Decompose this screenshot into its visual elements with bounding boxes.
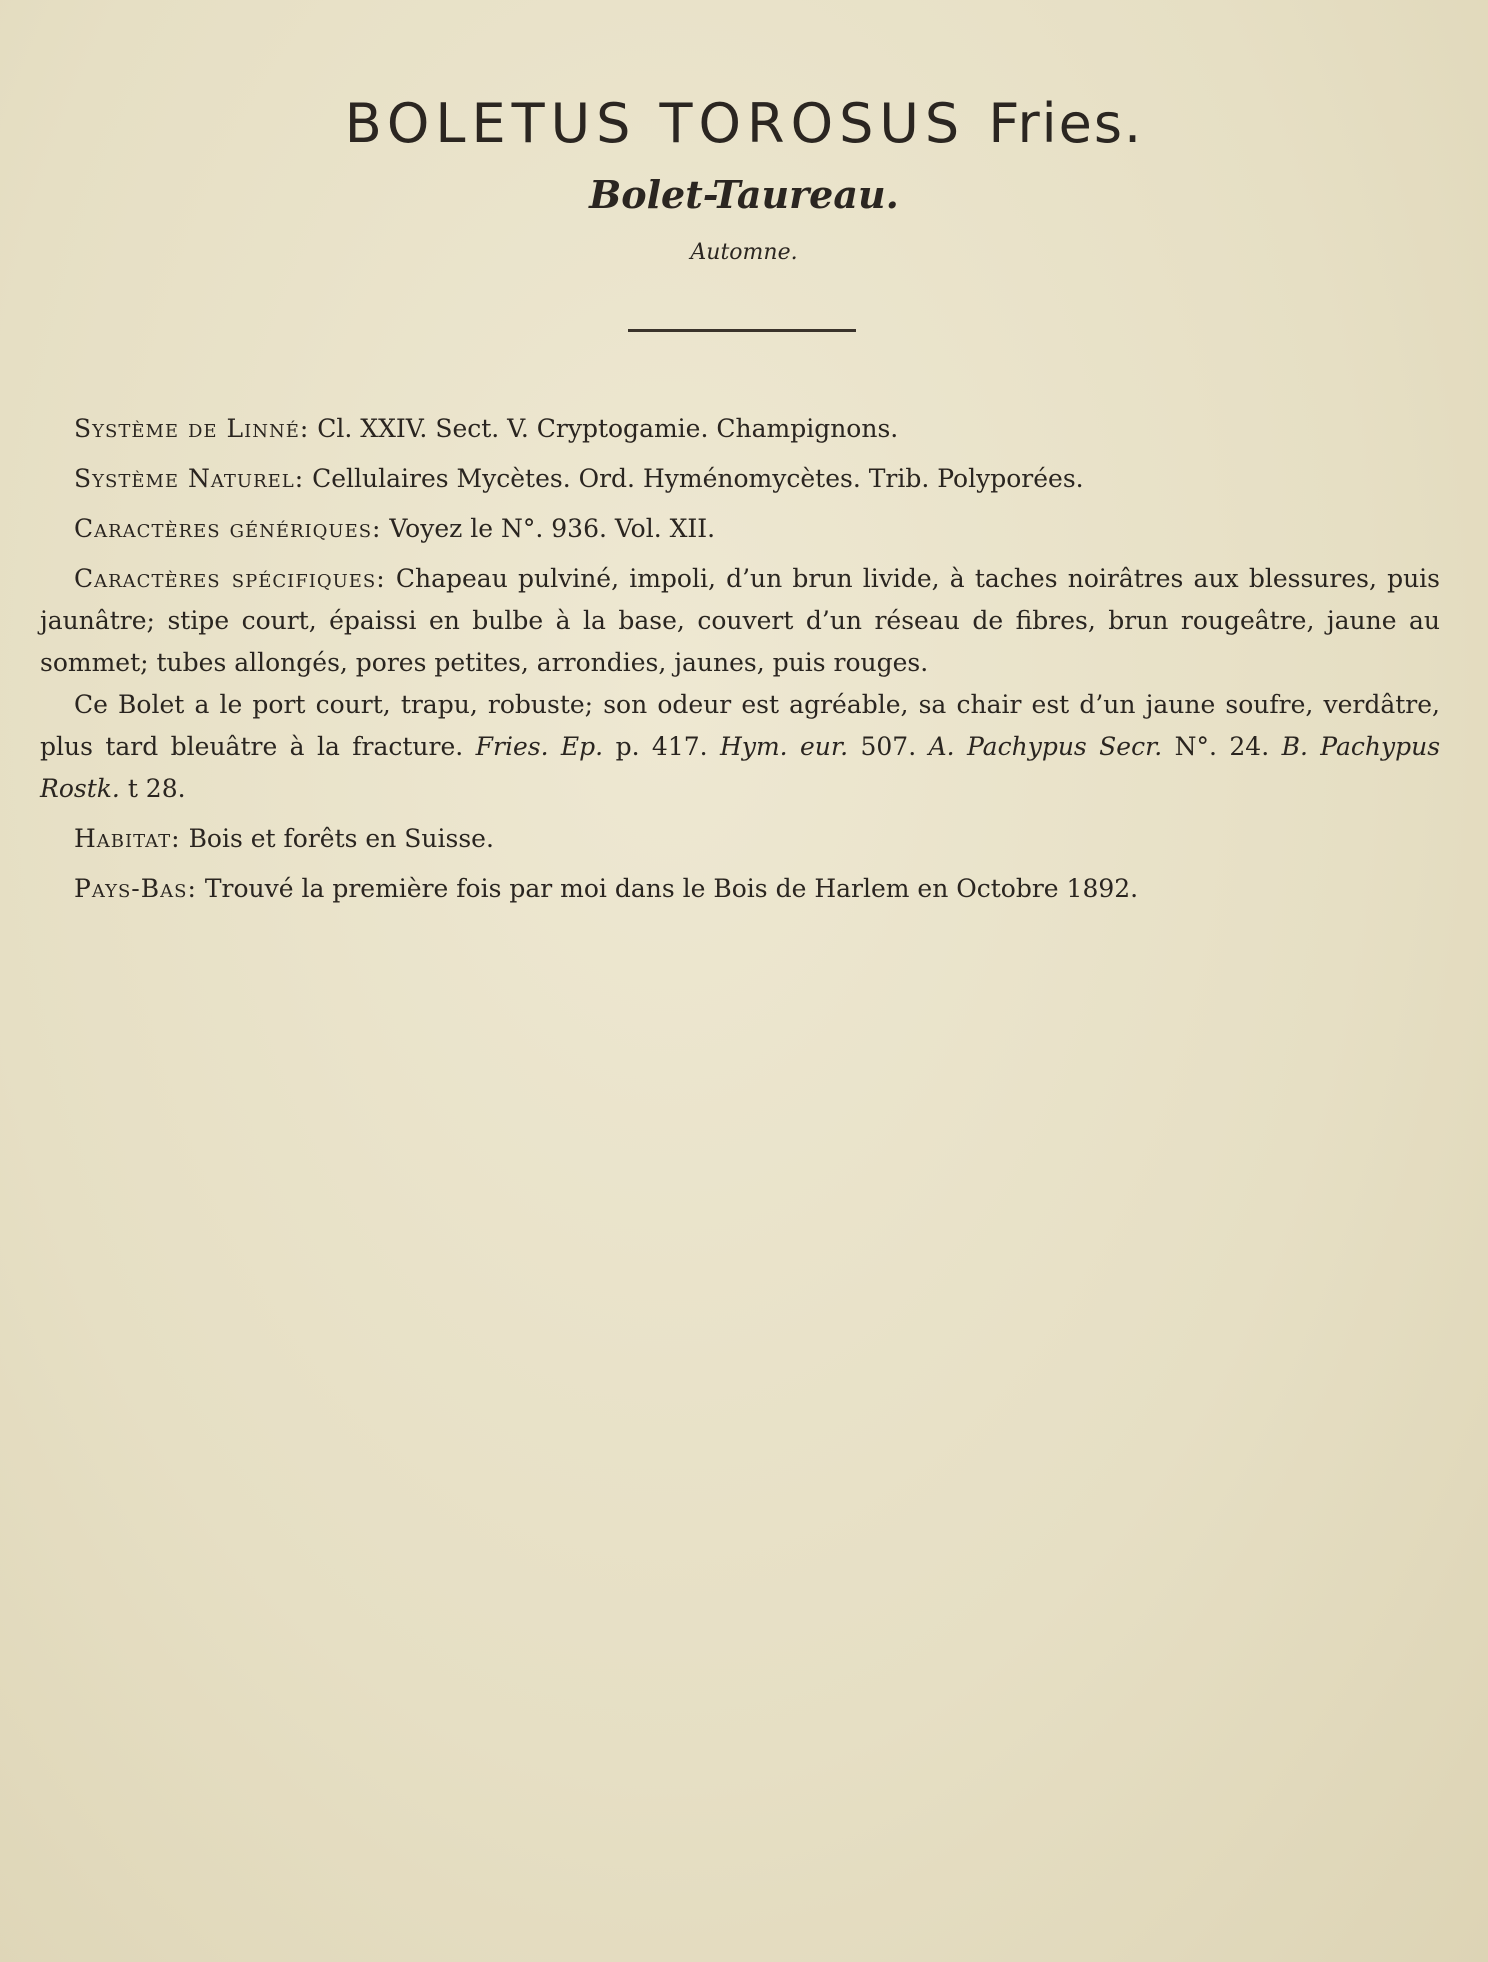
- reference-rostk: B. Pachypus Rostk.: [40, 732, 1441, 803]
- description-body: [40, 408, 1440, 918]
- habitat-paragraph: [40, 818, 1440, 860]
- linne-text: Cl. XXIV. Sect. V. Cryptogamie. Champignons.: [317, 414, 899, 443]
- specifiques-paragraph: [40, 558, 1440, 684]
- description-text-5: t 28.: [127, 774, 186, 803]
- reference-secr: A. Pachypus Secr.: [928, 732, 1163, 761]
- generiques-text: Voyez le N°. 936. Vol. XII.: [389, 514, 716, 543]
- pays-bas-text: Trouvé la première fois par moi dans le Bois de Harlem en Octobre 1892.: [204, 874, 1139, 903]
- description-paragraph: [40, 684, 1440, 810]
- season-label: Automne.: [690, 240, 798, 265]
- pays-bas-label: Pays-Bas:: [74, 874, 197, 903]
- linne-label: Système de Linné:: [74, 414, 310, 443]
- linne-paragraph: [40, 408, 1440, 450]
- species-author: Fries.: [988, 92, 1144, 155]
- reference-hym: Hym. eur.: [720, 732, 849, 761]
- species-name: BOLETUS TOROSUS: [344, 92, 966, 155]
- specifiques-label: Caractères spécifiques:: [74, 564, 386, 593]
- specifiques-text: Chapeau pulviné, impoli, d’un brun livide, à taches noirâtres aux blessures, puis jaunâtre; stipe court, épaissi en bulbe à la base, couvert d’un réseau de fibres, brun rougeâtre, jaune au sommet; tubes allongés, pores petites, arrondies, jaunes, puis rouges.: [40, 564, 1441, 677]
- description-text-4: N°. 24.: [1174, 732, 1270, 761]
- description-text-2: p. 417.: [615, 732, 708, 761]
- habitat-text: Bois et forêts en Suisse.: [188, 824, 494, 853]
- description-text-3: 507.: [860, 732, 917, 761]
- generiques-paragraph: [40, 508, 1440, 550]
- species-title: [0, 92, 1488, 155]
- naturel-text: Cellulaires Mycètes. Ord. Hyménomycètes. Trib. Polyporées.: [312, 464, 1084, 493]
- reference-fries: Fries. Ep.: [475, 732, 604, 761]
- pays-bas-paragraph: [40, 868, 1440, 910]
- naturel-label: Système Naturel:: [74, 464, 305, 493]
- generiques-label: Caractères génériques:: [74, 514, 382, 543]
- habitat-label: Habitat:: [74, 824, 181, 853]
- common-name: Bolet-Taureau.: [589, 172, 899, 217]
- description-text-1: Ce Bolet a le port court, trapu, robuste; son odeur est agréable, sa chair est d’un jaune soufre, verdâtre, plus tard bleuâtre à la fracture.: [40, 690, 1440, 761]
- title-divider: [628, 329, 856, 332]
- naturel-paragraph: [40, 458, 1440, 500]
